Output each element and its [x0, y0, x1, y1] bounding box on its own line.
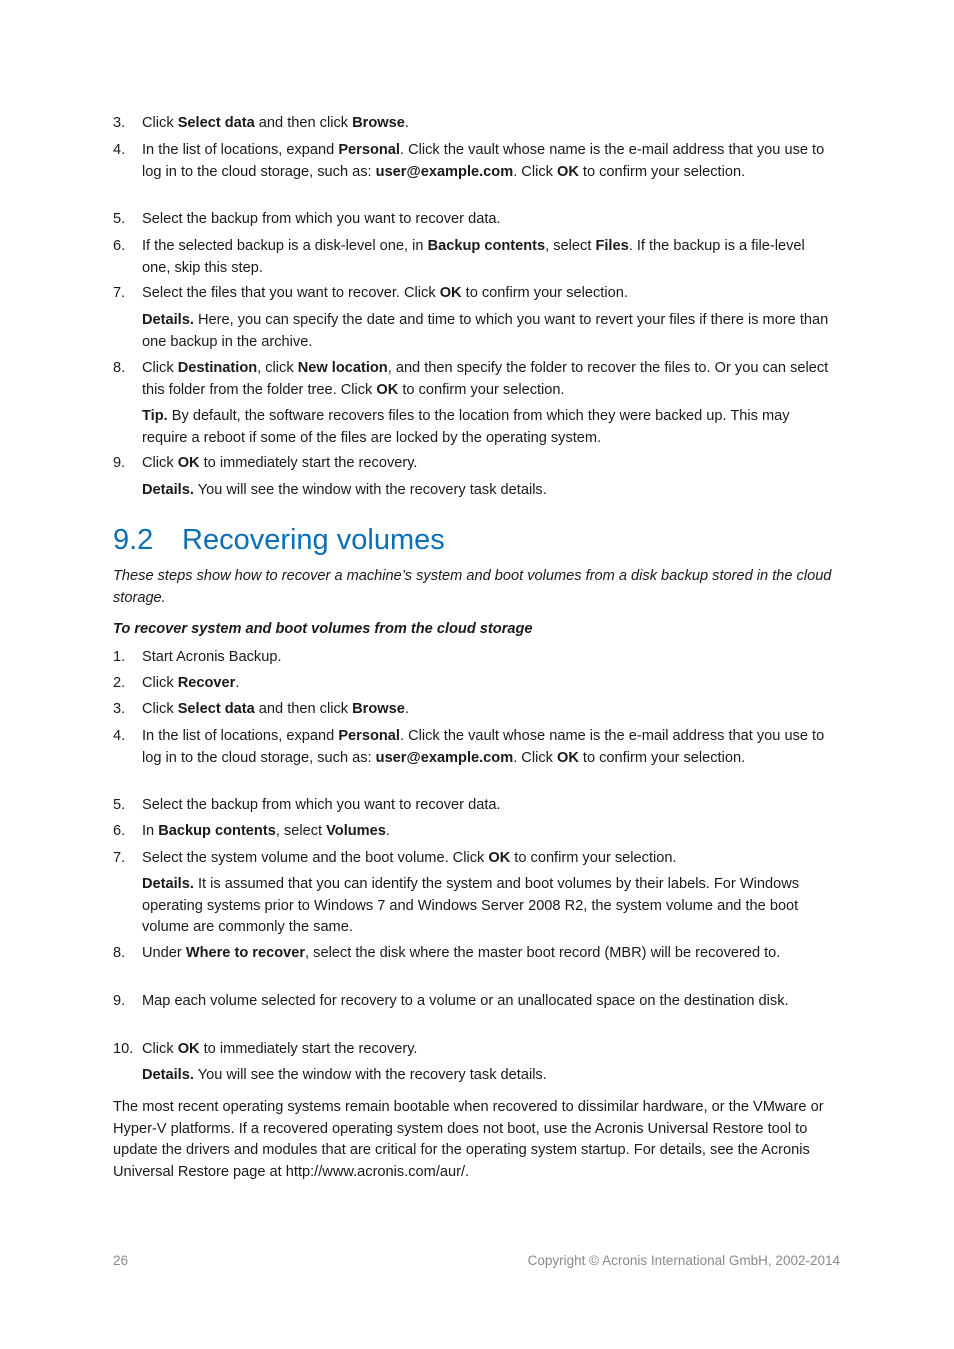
step-text: Map each volume selected for recovery to a volume or an unallocated space on the destination disk. [142, 993, 789, 1009]
step-number: 6. [113, 823, 126, 839]
step-text: Select the backup from which you want to recover data. [142, 211, 501, 227]
step-text: Click Select data and then click Browse. [142, 115, 409, 131]
step-number: 6. [113, 238, 126, 254]
closing-paragraph: The most recent operating systems remain bootable when recovered to dissimilar hardware, or the VMware or Hyper-V platforms. If a recovered operating system does not boot, use the Acronis Universal Restore tool to update the drivers and modules that are critical for the operating system startup. For details, see the Acronis Universal Restore page at http://www.acronis.com/aur/. [113, 1099, 824, 1180]
step-text: Click OK to immediately start the recovery. [142, 455, 418, 471]
step-number: 3. [113, 701, 126, 717]
step-note: Details. You will see the window with the recovery task details. [142, 1067, 547, 1083]
step-tip: Tip. By default, the software recovers files to the location from which they were backed up. This may require a reboot if some of the files are locked by the operating system. [142, 408, 790, 446]
step-text: Click Select data and then click Browse. [142, 701, 409, 717]
step-number: 5. [113, 211, 126, 227]
step-number: 8. [113, 360, 126, 376]
step-number: 2. [113, 675, 126, 691]
step-number: 1. [113, 649, 126, 665]
step-number: 4. [113, 728, 126, 744]
step-text: If the selected backup is a disk-level one, in Backup contents, select Files. If the backup is a file-level one, skip this step. [142, 238, 805, 276]
step-number: 9. [113, 455, 126, 471]
section-number: 9.2 [113, 524, 154, 556]
step-text: Click OK to immediately start the recovery. [142, 1041, 418, 1057]
step-text: Start Acronis Backup. [142, 649, 282, 665]
step-number: 5. [113, 797, 126, 813]
step-text: Select the files that you want to recover. Click OK to confirm your selection. [142, 285, 628, 301]
step-note: Details. You will see the window with the recovery task details. [142, 482, 547, 498]
step-text: Select the backup from which you want to recover data. [142, 797, 501, 813]
step-number: 9. [113, 993, 126, 1009]
step-note: Details. It is assumed that you can identify the system and boot volumes by their labels. For Windows operating systems prior to Windows 7 and Windows Server 2008 R2, the system volume and the boot volume are commonly the same. [142, 876, 800, 935]
section-intro: These steps show how to recover a machine’s system and boot volumes from a disk backup stored in the cloud storage. [113, 568, 832, 606]
page-number: 26 [113, 1253, 129, 1268]
step-number: 3. [113, 115, 126, 131]
step-text: Click Destination, click New location, and then specify the folder to recover the files to. Or you can select this folder from the folder tree. Click OK to confirm your selection. [142, 360, 829, 398]
procedure-title: To recover system and boot volumes from the cloud storage [113, 621, 533, 637]
step-number: 8. [113, 945, 126, 961]
step-text: In the list of locations, expand Personal. Click the vault whose name is the e-mail address that you use to log in to the cloud storage, such as: user@example.com. Click OK to confirm your selection. [142, 728, 825, 766]
step-text: Under Where to recover, select the disk where the master boot record (MBR) will be recovered to. [142, 945, 781, 961]
step-note: Details. Here, you can specify the date and time to which you want to revert your files if there is more than one backup in the archive. [142, 312, 829, 350]
step-number: 7. [113, 285, 126, 301]
copyright-notice: Copyright © Acronis International GmbH, 2002-2014 [527, 1253, 840, 1268]
step-number: 7. [113, 850, 126, 866]
section-title: Recovering volumes [182, 524, 445, 556]
step-text: In Backup contents, select Volumes. [142, 823, 390, 839]
step-number: 4. [113, 142, 126, 158]
step-text: In the list of locations, expand Personal. Click the vault whose name is the e-mail address that you use to log in to the cloud storage, such as: user@example.com. Click OK to confirm your selection. [142, 142, 825, 180]
step-number: 10. [113, 1041, 134, 1057]
step-text: Click Recover. [142, 675, 240, 691]
section-heading [113, 520, 445, 560]
step-text: Select the system volume and the boot volume. Click OK to confirm your selection. [142, 850, 677, 866]
